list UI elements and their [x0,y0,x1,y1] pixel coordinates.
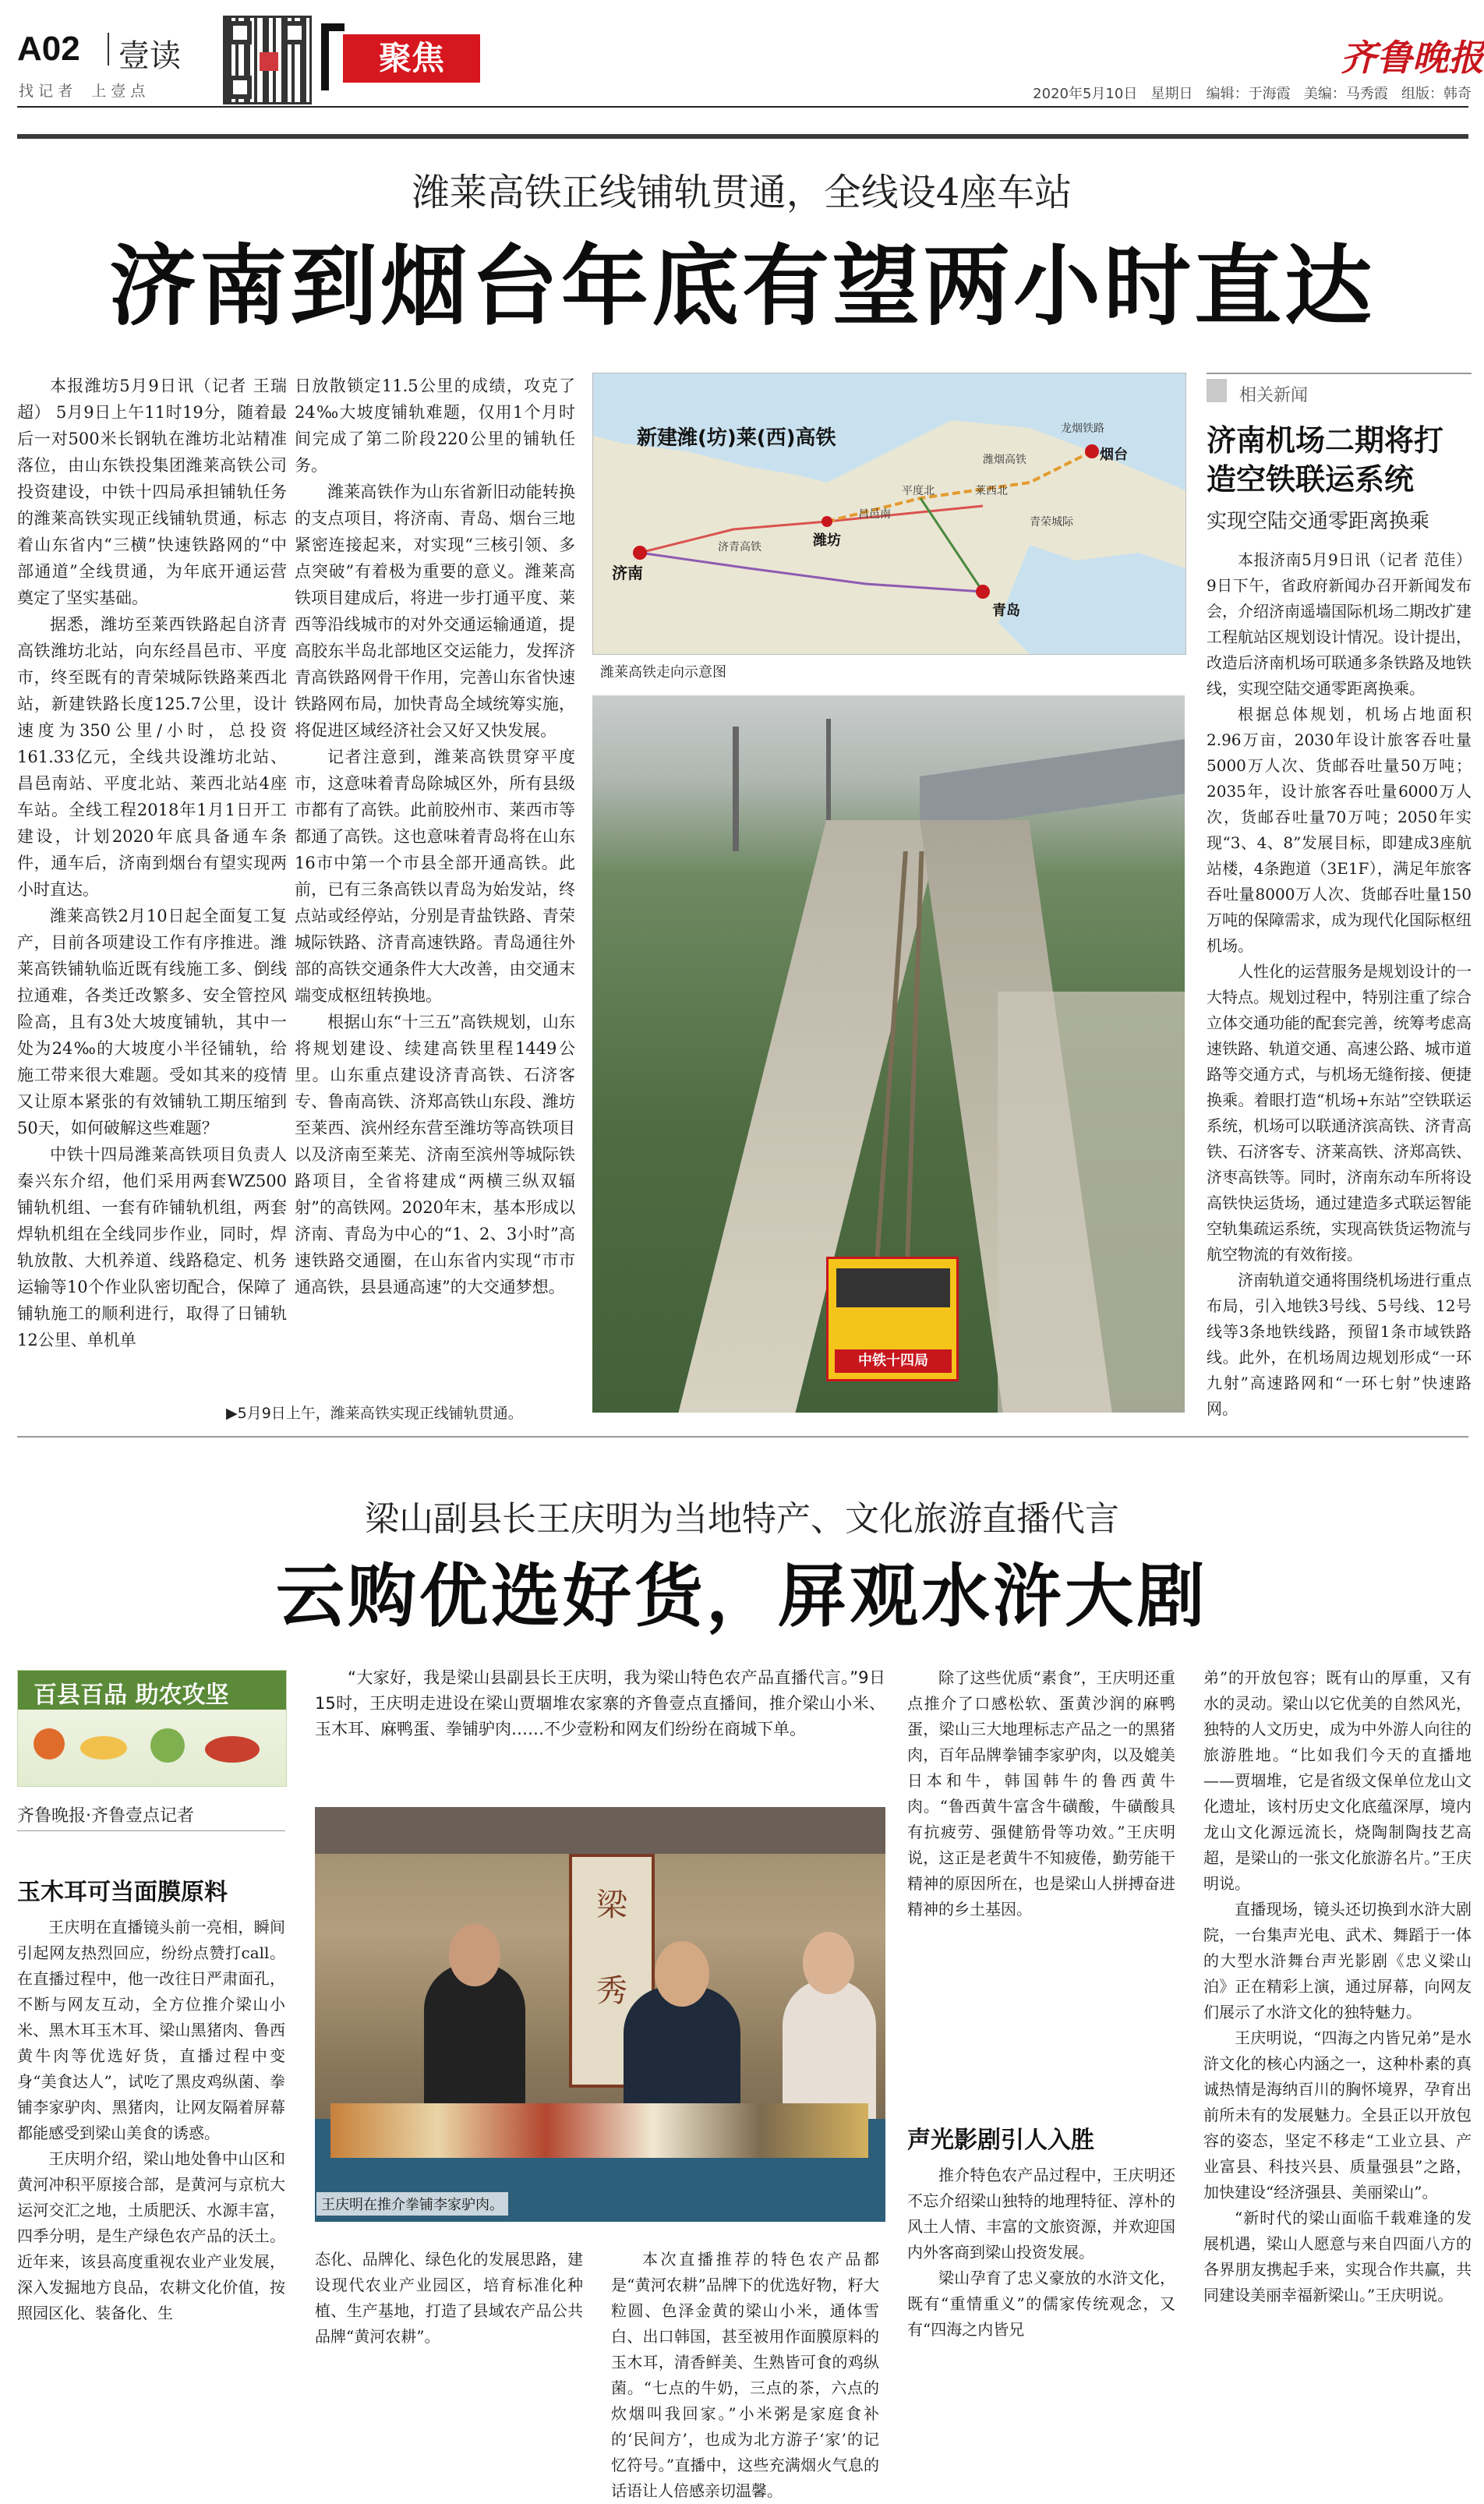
header-info: 2020年5月10日 星期日 编辑：于海霞 美编：马秀霞 组版：韩奇 [1033,86,1472,102]
map-label-longyan: 龙烟铁路 [1061,423,1104,435]
paragraph: 本报潍坊5月9日讯（记者 王瑞超） 5月9日上午11时19分，随着最后一对500米长钢轨在潍坊北站精准落位，由山东铁投集团潍莱高铁公司投资建设，中铁十四局承担铺轨任务的潍莱高铁实现正线铺轨贯通，标志着山东省内“三横”快速铁路网的“中部通道”全线贯通，为年底开通运营奠定了坚实基础。 [17,377,287,607]
map-label-qingrong: 青荣城际 [1030,516,1073,529]
divider [108,33,109,65]
paragraph: “大家好，我是梁山县副县长王庆明，我为梁山特色农产品直播代言。”9日15时，王庆明走进设在梁山贾堌堆农家寨的齐鲁壹点直播间，推介梁山小米、玉木耳、麻鸭蛋、拳铺驴肉……不少壹粉和网友们纷纷在商城下单。 [315,1668,885,1738]
map-label-yantai: 烟台 [1100,447,1128,463]
map-label-pingdu: 平度北 [902,485,935,497]
map-label-changyi: 昌邑南 [858,508,891,521]
article2-lead [315,1665,885,1742]
paragraph: 梁山孕育了忠义豪放的水浒文化，既有“重情重义”的儒家传统观念，又有“四海之内皆兄 [907,2269,1175,2339]
map-caption: 潍莱高铁走向示意图 [600,664,726,681]
railway-photo [592,695,1185,1413]
article2-column-3-bottom [611,2247,879,2500]
related-body [1207,547,1472,1418]
section-divider [17,1436,1468,1438]
map-label-weiyan: 潍烟高铁 [983,454,1026,466]
paragraph: 除了这些优质“素食”，王庆明还重点推介了口感松软、蛋黄沙润的麻鸭蛋，梁山三大地理标志产品之一的黑猪肉，百年品牌拳铺李家驴肉，以及媲美日本和牛，韩国韩牛的鲁西黄牛肉。“鲁西黄牛富含牛磺酸，牛磺酸具有抗疲劳、强健筋骨等功效。”王庆明说，这正是老黄牛不知疲倦，勤劳能干精神的原因所在，也是梁山人拼搏奋进精神的乡土基因。 [907,1668,1175,1919]
paragraph: “新时代的梁山面临千载难逢的发展机遇，梁山人愿意与来自四面八方的各界朋友携起手来，实现合作共赢，共同建设美丽幸福新梁山。”王庆明说。 [1203,2209,1472,2304]
paragraph: 王庆明在直播镜头前一亮相，瞬间引起网友热烈回应，纷纷点赞打call。在直播过程中，他一改往日严肃面孔，不断与网友互动，全方位推介梁山小米、黑木耳玉木耳、梁山黑猪肉、鲁西黄牛肉等优选好货，直播过程中变身“美食达人”，试吃了黑皮鸡纵菌、拳铺李家驴肉、黑猪肉，让网友隔着屏幕都能感受到梁山美食的诱惑。 [17,1918,285,2142]
article2-column-2-bottom [315,2247,583,2350]
photo-caption: ▶5月9日上午，潍莱高铁实现正线铺轨贯通。 [226,1405,523,1422]
map-title: 新建潍(坊)莱(西)高铁 [637,426,836,450]
section-heading-2: 声光影剧引人入胜 [907,2127,1094,2154]
article2-column-1 [17,1915,285,2381]
paragraph: 据悉，潍坊至莱西铁路起自济青高铁潍坊北站，向东经昌邑市、平度市，终至既有的青荣城际铁路莱西北站，新建铁路长度125.7公里，设计速度为350公里/小时，总投资161.33亿元，全线共设潍坊北站、昌邑南站、平度北站、莱西北站4座车站。全线工程2018年1月1日开工建设，计划2020年底具备通车条件，通车后，济南到烟台有望实现两小时直达。 [17,615,287,899]
paragraph: 王庆明介绍，梁山地处鲁中山区和黄河冲积平原接合部，是黄河与京杭大运河交汇之地，土质肥沃、水源丰富，四季分明，是生产绿色农产品的沃土。近年来，该县高度重视农业产业发展，深入发掘地方良品，农耕文化价值，按照园区化、装备化、生 [17,2149,285,2322]
train-locomotive: 中铁十四局 [826,1257,959,1381]
qr-code-icon[interactable] [223,16,312,104]
related-label: 相关新闻 [1239,386,1309,405]
map-label-qingdao: 青岛 [992,603,1020,619]
paragraph: 本报济南5月9日讯（记者 范佳） 9日下午，省政府新闻办召开新闻发布会，介绍济南遥墙国际机场二期改扩建工程航站区规划设计情况。设计提出，改造后济南机场可联通多条铁路及地铁线，实现空陆交通零距离换乘。 [1207,550,1472,698]
header-rule-thin [17,134,1468,139]
related-box-rule [1207,373,1472,374]
paragraph: 人性化的运营服务是规划设计的一大特点。规划过程中，特别注重了综合立体交通功能的配套完善，统筹考虑高速铁路、轨道交通、高速公路、城市道路等交通方式，与机场无缝衔接、便捷换乘。着眼打造“机场+东站”空铁联运系统，机场可以联通济滨高铁、济青高铁、石济客专、济莱高铁、济郑高铁、济枣高铁等。同时，济南东动车所将设高铁快运货场，通过建造多式联运智能空轨集疏运系统，实现高铁货运物流与航空物流的有效衔接。 [1207,962,1472,1264]
paragraph: 日放散锁定11.5公里的成绩，攻克了24‰大坡度铺轨难题，仅用1个月时间完成了第二阶段220公里的铺轨任务。 [295,377,575,475]
map-label-laixi: 莱西北 [975,485,1008,497]
article2-column-3b [907,2163,1175,2381]
article1-title: 济南到烟台年底有望两小时直达 [109,236,1375,338]
paragraph: 潍莱高铁2月10日起全面复工复产，目前各项建设工作有序推进。潍莱高铁铺轨临近既有线施工多、倒线拉通难，各类迁改繁多、安全管控风险高，且有3处大坡度铺轨，其中一处为24‰的大坡度小半径铺轨，给施工带来很大难题。受如其来的疫情又让原本紧张的有效铺轨工期压缩到50天，如何破解这些难题？ [17,907,287,1137]
campaign-badge: 百县百品 助农攻坚 [17,1670,287,1787]
header-slogan: 找 记 者 上 壹 点 [19,83,146,100]
article1-subtitle: 潍莱高铁正线铺轨贯通，全线设4座车站 [412,171,1072,214]
byline: 齐鲁晚报·齐鲁壹点记者 [17,1806,194,1826]
related-subtitle: 实现空陆交通零距离换乘 [1207,510,1430,533]
newspaper-logo: 齐鲁晚报 [1341,37,1484,79]
section-heading-1: 玉木耳可当面膜原料 [17,1879,228,1906]
section-name: 壹读 [118,38,181,74]
article2-column-4 [1203,1665,1472,2381]
related-title: 济南机场二期将打造空铁联运系统 [1207,423,1444,497]
paragraph: 弟”的开放包容；既有山的厚重，又有水的灵动。梁山以它优美的自然风光，独特的人文历史，成为中外游人向往的旅游胜地。“比如我们今天的直播地——贾堌堆，它是省级文保单位龙山文化遗址，该村历史文化底蕴深厚，境内龙山文化源远流长，烧陶制陶技艺高超，是梁山的一张文化旅游名片。”王庆明说。 [1203,1668,1472,1893]
map-label-weifang: 潍坊 [813,532,841,549]
header-rule [17,106,1468,108]
section-tag: 聚焦 [321,23,486,90]
paragraph: 根据山东“十三五”高铁规划，山东将规划建设、续建高铁里程1449公里。山东重点建设济青高铁、石济客专、鲁南高铁、济郑高铁山东段、潍坊至莱西、滨州经东营至潍坊等高铁项目以及济南至莱芜、济南至滨州等城际铁路项目，全省将建成“两横三纵双辐射”的高铁网。2020年末，基本形成以济南、青岛为中心的“1、2、3小时”高速铁路交通圈，在山东省内实现“市市通高铁，县县通高速”的大交通梦想。 [295,1013,575,1296]
paragraph: 中铁十四局潍莱高铁项目负责人秦兴东介绍，他们采用两套WZ500铺轨机组、一套有砟铺轨机组，两套焊轨机组在全线同步作业，同时，焊轨放散、大机养道、线路稳定、机务运输等10个作业队密切配合，保障了铺轨施工的顺利进行，取得了日铺轨12公里、单机单 [17,1145,287,1349]
railway-map [592,373,1186,655]
article1-column-2 [295,373,575,1386]
paragraph: 记者注意到，潍莱高铁贯穿平度市，这意味着青岛除城区外，所有县级市都有了高铁。此前胶州市、莱西市等都通了高铁。这也意味着青岛将在山东16市中第一个市县全部开通高铁。此前，已有三条高铁以青岛为始发站，终点站或经停站，分别是青盐铁路、青荣城际铁路、济青高速铁路。青岛通往外部的高铁交通条件大大改善，由交通末端变成枢纽转换地。 [295,748,575,1005]
paragraph: 直播现场，镜头还切换到水浒大剧院，一台集声光电、武术、舞蹈于一体的大型水浒舞台声光影剧《忠义梁山泊》正在精彩上演，通过屏幕，向网友们展示了水浒文化的独特魅力。 [1203,1900,1472,2021]
map-label-jiqing: 济青高铁 [718,541,761,553]
article1-column-1 [17,373,287,1386]
livestream-caption: 王庆明在推介拳铺李家驴肉。 [316,2192,508,2216]
paragraph: 潍莱高铁作为山东省新旧动能转换的支点项目，将济南、青岛、烟台三地紧密连接起来，对实现“三核引领、多点突破”有着极为重要的意义。潍莱高铁项目建成后，将进一步打通平度、莱西等沿线城市的对外交通运输通道，提高胶东半岛北部地区交运能力，发挥济青高铁路网骨干作用，完善山东省快速铁路网布局，加快青岛全域统筹实施，将促进区域经济社会又好又快发展。 [295,483,575,740]
page-number: A02 [17,30,80,68]
related-label-bar [1207,379,1227,402]
article2-column-3 [907,1665,1175,2102]
paragraph: 根据总体规划，机场占地面积2.96万亩，2030年设计旅客吞吐量5000万人次、货邮吞吐量50万吨；2035年，设计旅客吞吐量6000万人次，货邮吞吐量70万吨；2050年实现“3、4、8”发展目标，即建成3座航站楼，4条跑道（3E1F），满足年旅客吞吐量8000万人次、货邮吞吐量150万吨的保障需求，成为现代化国际枢纽机场。 [1207,705,1472,955]
paragraph: 本次直播推荐的特色农产品都是“黄河农耕”品牌下的优选好物，籽大粒圆、色泽金黄的梁山小米，通体雪白、出口韩国，甚至被用作面膜原料的玉木耳，清香鲜美、生熟皆可食的鸡纵菌。“七点的牛奶，三点的茶，六点的炊烟叫我回家。”小米粥是家庭食补的‘民间方’，也成为北方游子‘家’的记忆符号。”直播中，这些充满烟火气息的话语让人倍感亲切温馨。 [611,2250,879,2500]
livestream-photo: 梁 秀 [315,1807,885,2222]
paragraph: 王庆明说，“四海之内皆兄弟”是水浒文化的核心内涵之一，这种朴素的真诚热情是海纳百川的胸怀境界，孕育出前所未有的发展魅力。全县正以开放包容的姿态，坚定不移走“工业立县、产业富县、科技兴县、质量强县”之路，加快建设“经济强县、美丽梁山”。 [1203,2028,1472,2202]
paragraph: 济南轨道交通将围绕机场进行重点布局，引入地铁3号线、5号线、12号线等3条地铁线路，预留1条市域铁路线。此外，在机场周边规划形成“一环九射”高速路网和“一环七射”快速路网。 [1207,1271,1472,1418]
article2-title: 云购优选好货，屏观水浒大剧 [275,1556,1208,1636]
map-label-jinan: 济南 [612,564,643,582]
paragraph: 推介特色农产品过程中，王庆明还不忘介绍梁山独特的地理特征、淳朴的风土人情、丰富的文旅资源，并欢迎国内外客商到梁山投资发展。 [907,2166,1175,2262]
article2-subtitle: 梁山副县长王庆明为当地特产、文化旅游直播代言 [365,1499,1119,1539]
byline-rule [17,1830,285,1831]
paragraph: 态化、品牌化、绿色化的发展思路，建设现代农业产业园区，培育标准化种植、生产基地，打造了县域农产品公共品牌“黄河农耕”。 [315,2250,583,2346]
